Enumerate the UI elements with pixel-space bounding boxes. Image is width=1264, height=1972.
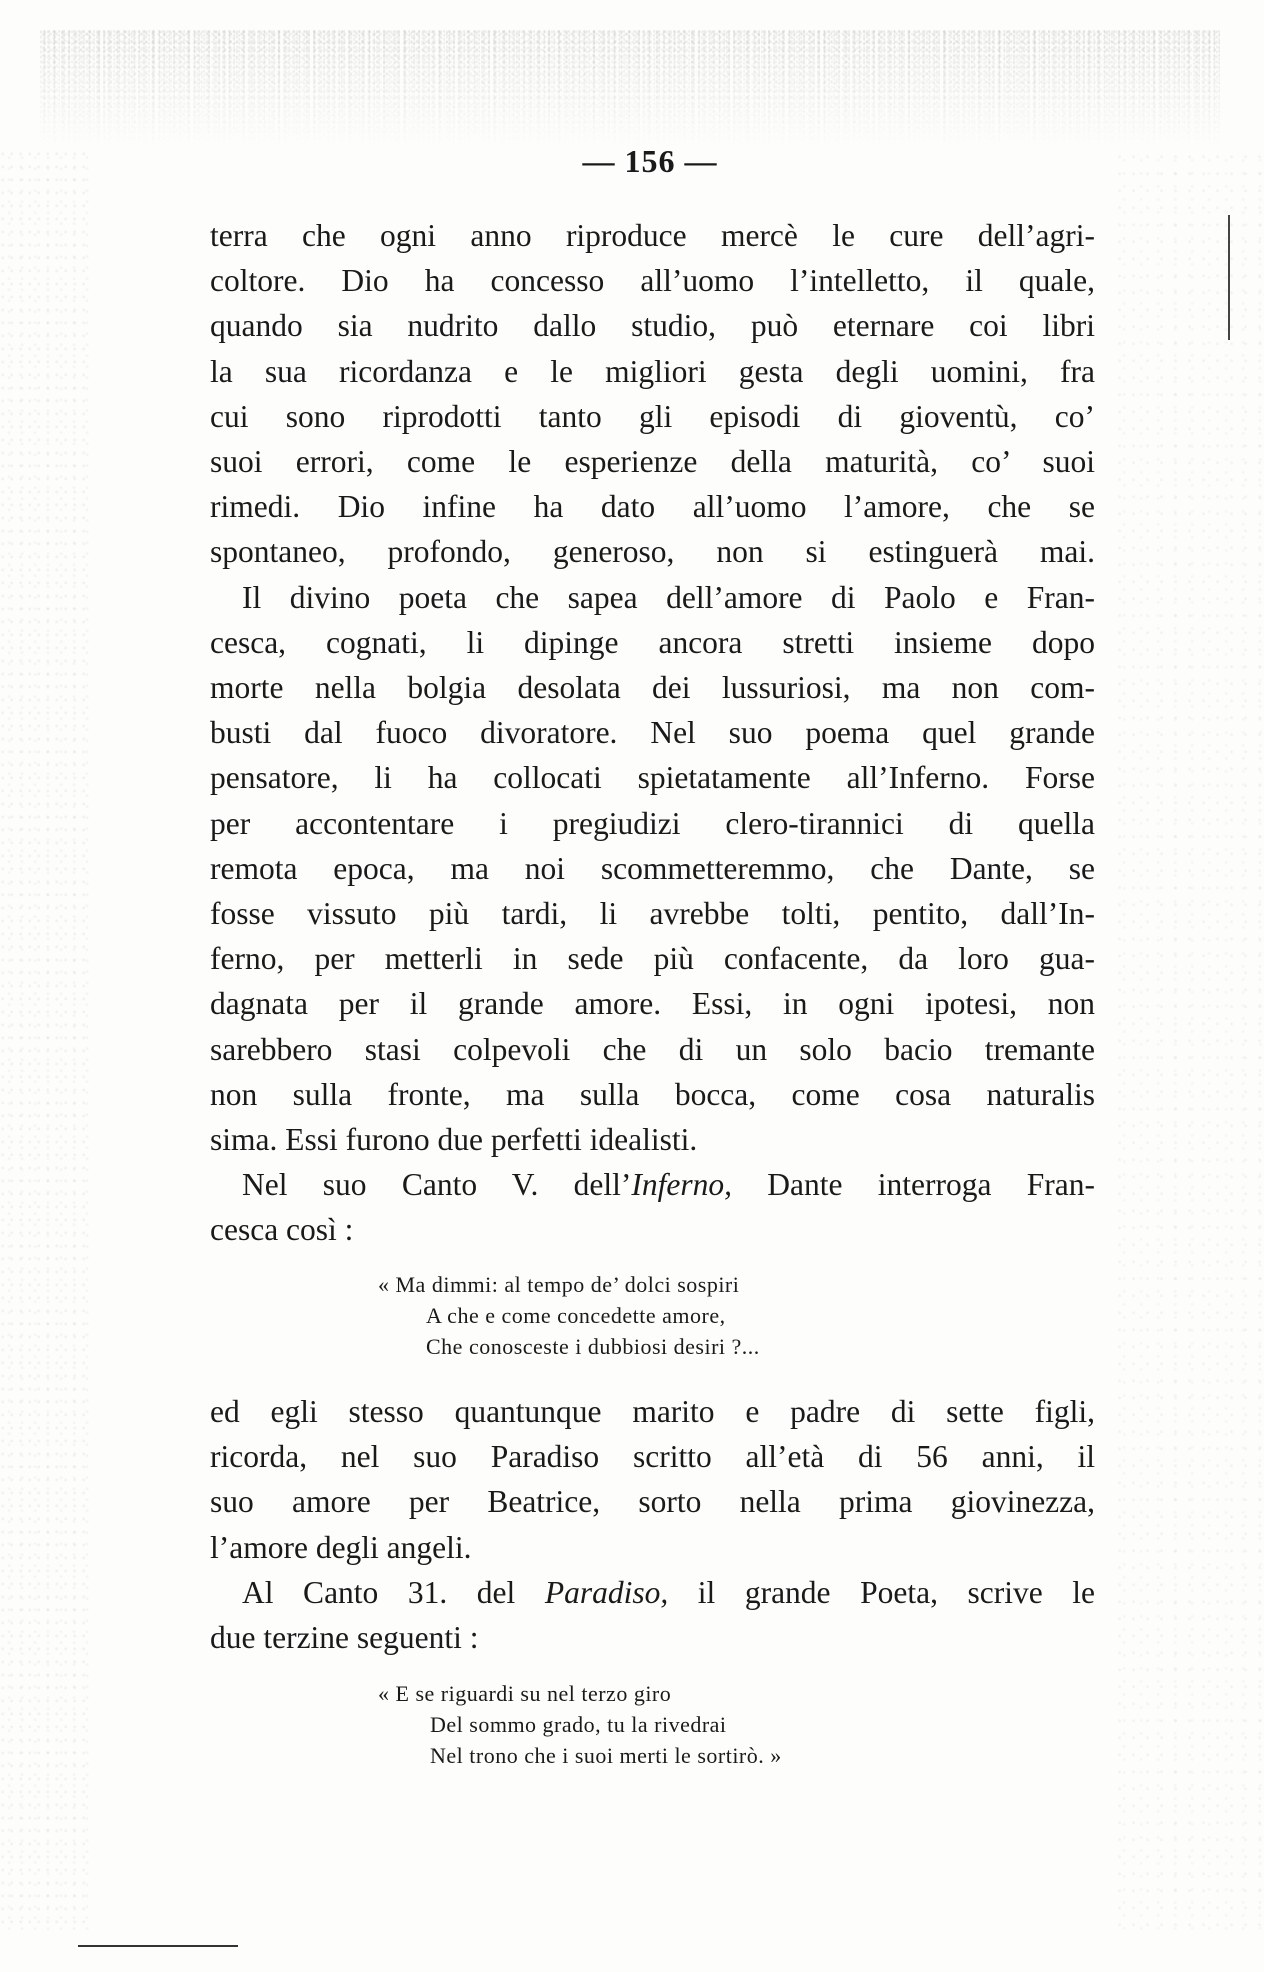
text-line: dagnata per il grande amore. Essi, in ogni ipotesi, non xyxy=(210,986,1095,1022)
bottom-rule xyxy=(78,1945,238,1947)
text-line: busti dal fuoco divoratore. Nel suo poema quel grande xyxy=(210,715,1095,751)
text-line: suo amore per Beatrice, sorto nella prima giovinezza, xyxy=(210,1484,1095,1520)
text-line: spontaneo, profondo, generoso, non si estinguerà mai. xyxy=(210,534,1095,570)
text-run: il grande Poeta, scrive le xyxy=(668,1574,1095,1610)
verse-line: Che conosceste i dubbiosi desiri ?... xyxy=(426,1334,760,1359)
text-block-upper xyxy=(210,213,1095,1253)
paragraph-1 xyxy=(210,213,1095,575)
scan-edge-mark xyxy=(1228,215,1230,340)
italic-title-inferno: Inferno, xyxy=(631,1167,732,1203)
text-block-lower xyxy=(210,1389,1095,1660)
scan-noise-left xyxy=(0,150,90,1930)
text-line: cui sono riprodotti tanto gli episodi di gioventù, co’ xyxy=(210,398,1095,434)
verse-line: Nel trono che i suoi merti le sortirò. » xyxy=(430,1743,782,1768)
text-run: Nel suo Canto V. dell’ xyxy=(242,1167,632,1203)
text-run: Al Canto 31. del xyxy=(242,1574,545,1610)
text-line: non sulla fronte, ma sulla bocca, come cosa naturalis xyxy=(210,1076,1095,1112)
text-line: terra che ogni anno riproduce mercè le cure dell’agri- xyxy=(210,218,1095,253)
text-line: ricorda, nel suo Paradiso scritto all’età di 56 anni, il xyxy=(210,1439,1095,1475)
scan-noise-right xyxy=(1114,150,1264,1930)
text-line: rimedi. Dio infine ha dato all’uomo l’amore, che se xyxy=(210,489,1095,525)
scan-noise-top xyxy=(40,30,1220,150)
text-line: due terzine seguenti : xyxy=(210,1620,479,1656)
text-run: Dante interroga Fran- xyxy=(731,1167,1095,1203)
text-line: ferno, per metterli in sede più confacente, da loro gua- xyxy=(210,941,1095,977)
text-line xyxy=(210,1162,1095,1207)
text-line: Il divino poeta che sapea dell’amore di Paolo e Fran- xyxy=(242,579,1095,615)
paragraph-5 xyxy=(210,1570,1095,1660)
paragraph-4 xyxy=(210,1389,1095,1570)
text-line: remota epoca, ma noi scommetteremmo, che Dante, se xyxy=(210,850,1095,886)
text-line: morte nella bolgia desolata dei lussuriosi, ma non com- xyxy=(210,670,1095,706)
text-line: coltore. Dio ha concesso all’uomo l’intelletto, il quale, xyxy=(210,263,1095,299)
paragraph-2 xyxy=(210,575,1095,1163)
text-line: la sua ricordanza e le migliori gesta degli uomini, fra xyxy=(210,353,1095,389)
text-line: per accontentare i pregiudizi clero-tirannici di quella xyxy=(210,805,1095,841)
text-line: sarebbero stasi colpevoli che di un solo bacio tremante xyxy=(210,1031,1095,1067)
page-number: — 156 — xyxy=(582,143,718,179)
text-line: cesca, cognati, li dipinge ancora stretti insieme dopo xyxy=(210,624,1095,660)
verse-quote-1 xyxy=(378,1269,760,1362)
text-line: pensatore, li ha collocati spietatamente all’Inferno. Forse xyxy=(210,760,1095,796)
text-line: quando sia nudrito dallo studio, può eternare coi libri xyxy=(210,308,1095,344)
italic-title-paradiso: Paradiso, xyxy=(544,1574,669,1610)
paragraph-3 xyxy=(210,1162,1095,1252)
text-line: cesca così : xyxy=(210,1212,354,1248)
verse-line: Del sommo grado, tu la rivedrai xyxy=(430,1712,727,1737)
text-line: sima. Essi furono due perfetti idealisti. xyxy=(210,1122,698,1158)
verse-line: A che e come concedette amore, xyxy=(426,1303,726,1328)
verse-line: « Ma dimmi: al tempo de’ dolci sospiri xyxy=(378,1272,740,1297)
text-line: l’amore degli angeli. xyxy=(210,1529,472,1565)
text-line: fosse vissuto più tardi, li avrebbe tolti, pentito, dall’In- xyxy=(210,896,1095,932)
verse-line: « E se riguardi su nel terzo giro xyxy=(378,1681,672,1706)
text-line xyxy=(210,1570,1095,1615)
verse-quote-2 xyxy=(378,1678,782,1771)
text-line: ed egli stesso quantunque marito e padre di sette figli, xyxy=(210,1394,1095,1429)
text-line: suoi errori, come le esperienze della maturità, co’ suoi xyxy=(210,444,1095,480)
